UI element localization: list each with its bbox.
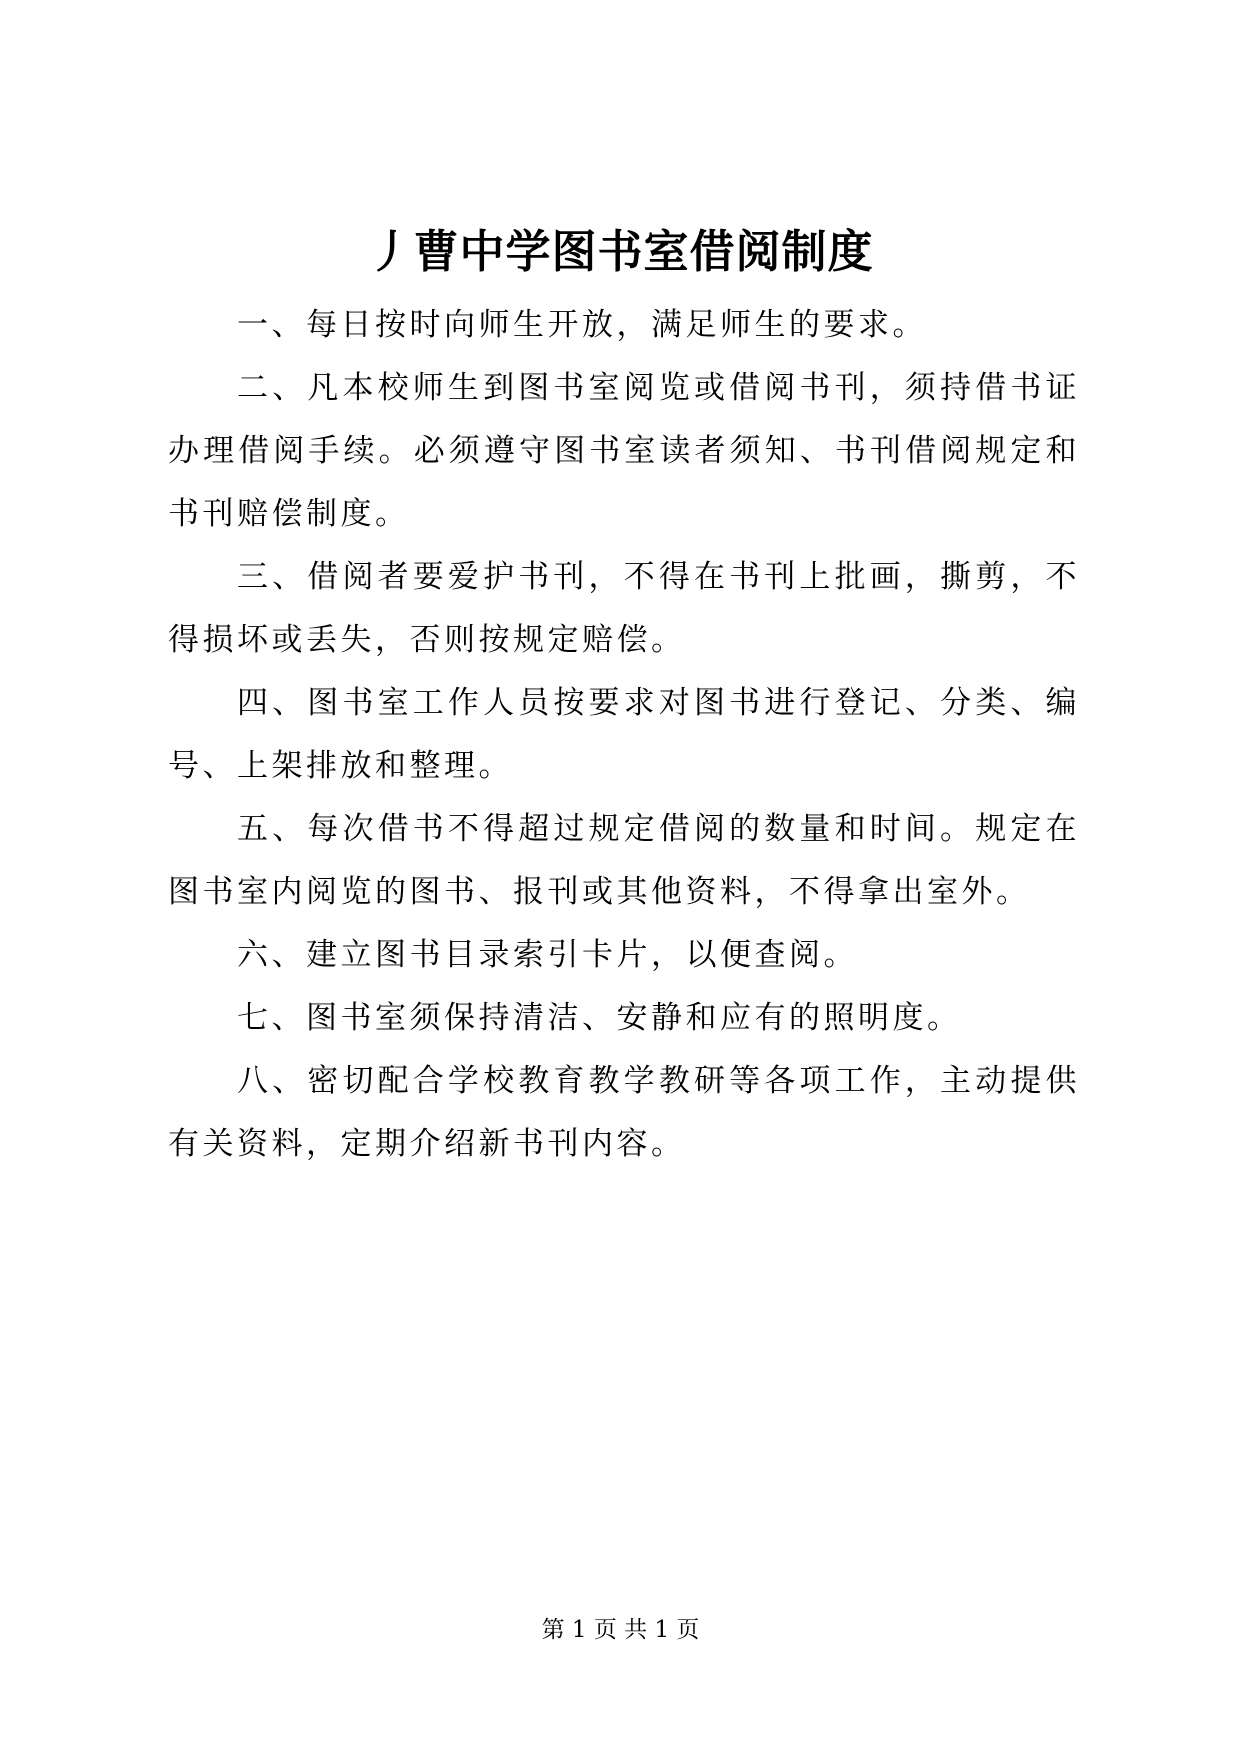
paragraph-1: 一、每日按时向师生开放，满足师生的要求。 (237, 307, 927, 343)
paragraph-2: 二、凡本校师生到图书室阅览或借阅书刊，须持借书证办理借阅手续。必须遵守图书室读者须知、书刊借阅规定和书刊赔偿制度。 (168, 370, 1080, 532)
paragraph-3: 三、借阅者要爱护书刊，不得在书刊上批画，撕剪，不得损坏或丢失，否则按规定赔偿。 (168, 559, 1080, 658)
paragraph-6: 六、建立图书目录索引卡片，以便查阅。 (237, 937, 858, 973)
paragraph-8: 八、密切配合学校教育教学教研等各项工作，主动提供有关资料，定期介绍新书刊内容。 (168, 1063, 1080, 1162)
page-footer: 第 1 页 共 1 页 (541, 1617, 700, 1643)
paragraph-5: 五、每次借书不得超过规定借阅的数量和时间。规定在图书室内阅览的图书、报刊或其他资料，不得拿出室外。 (168, 811, 1080, 910)
paragraph-4: 四、图书室工作人员按要求对图书进行登记、分类、编号、上架排放和整理。 (168, 685, 1080, 784)
paragraph-7: 七、图书室须保持清洁、安静和应有的照明度。 (237, 1000, 962, 1036)
document-body (168, 294, 1080, 1176)
document-title: 丿曹中学图书室借阅制度 (367, 225, 874, 278)
